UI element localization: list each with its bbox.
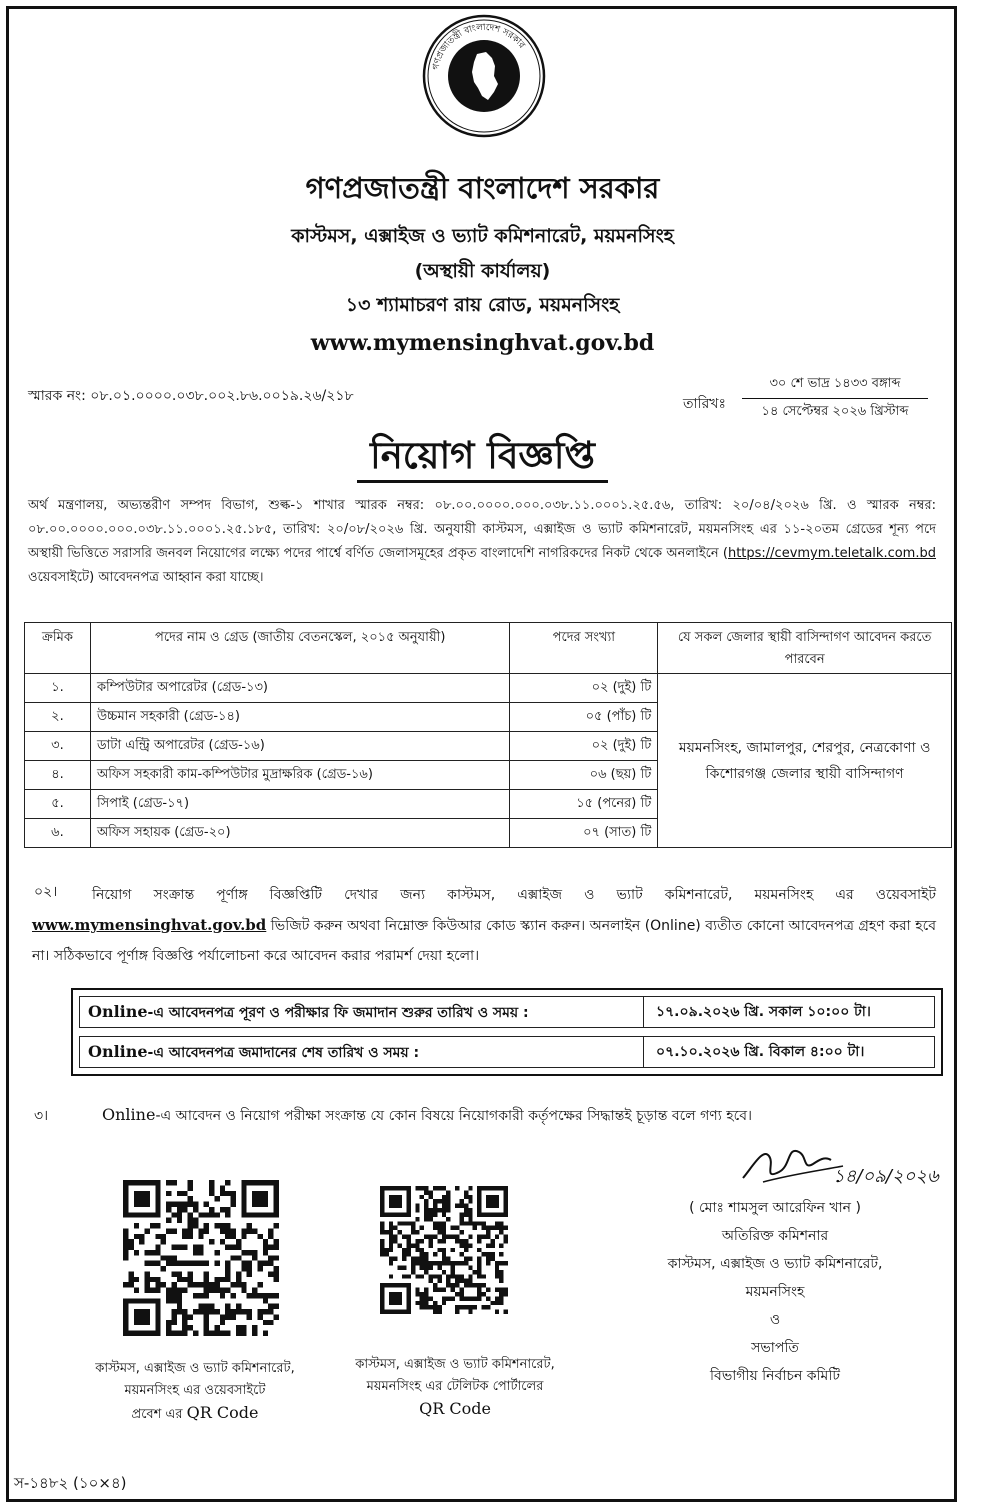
office-name: কাস্টমস, এক্সাইজ ও ভ্যাট কমিশনারেট, ময়মনসিংহ [291,225,674,247]
date-gregorian: ১৪ সেপ্টেম্বর ২০২৬ খ্রিস্টাব্দ [761,404,909,419]
header-count: পদের সংখ্যা [510,623,658,674]
heading-underline [357,480,608,483]
teletalk-qr-caption [315,1354,595,1420]
section-3-text: -এ আবেদন ও নিয়োগ পরীক্ষা সংক্রান্ত যে কোন বিষয়ে নিয়োগকারী কর্তৃপক্ষের সিদ্ধান্তই চূড়ান্ত বলে গণ্য হবে। [155,1108,753,1124]
row-post: সিপাই (গ্রেড-১৭) [90,790,509,819]
qr-caption-line: কাস্টমস, এক্সাইজ ও ভ্যাট কমিশনারেট, [355,1357,555,1372]
row-post: ডাটা এন্ট্রি অপারেটর (গ্রেড-১৬) [90,732,509,761]
intro-paragraph [28,494,936,590]
date-label: তারিখঃ [683,396,726,412]
teletalk-qr-code[interactable] [380,1186,508,1314]
section-3-number: ৩। [34,1108,49,1124]
office-status: (অস্থায়ী কার্যালয়) [414,260,551,282]
section-2-website-link[interactable]: www.mymensinghvat.gov.bd [32,916,267,934]
qr-caption-line: ময়মনসিংহ এর টেলিটক পোর্টালের [366,1379,544,1394]
section-2-paragraph [32,880,936,971]
table-row [25,674,952,703]
schedule-value: ১৭.০৯.২০২৬ খ্রি. সকাল ১০:০০ টা। [656,1004,871,1020]
row-post: উচ্চমান সহকারী (গ্রেড-১৪) [90,703,509,732]
schedule-label [80,997,644,1027]
website-qr-code[interactable] [123,1180,279,1336]
row-count: ০৫ (পাঁচ) টি [510,703,658,732]
row-serial: ৩. [25,732,91,761]
memo-reference: স্মারক নং: ০৮.০১.০০০০.০৩৮.০০২.৮৬.০০১৯.২৬/২১৮ [28,388,354,404]
designation-line: বিভাগীয় নির্বাচন কমিটি [710,1368,840,1384]
row-post: অফিস সহকারী কাম-কম্পিউটার মুদ্রাক্ষরিক (গ্রেড-১৬) [90,761,509,790]
qr-caption-line: প্রবেশ এর [131,1407,183,1422]
posts-table [24,622,952,848]
schedule-label-text: -এ আবেদনপত্র জমাদানের শেষ তারিখ ও সময় : [147,1045,420,1061]
notice-heading: নিয়োগ বিজ্ঞপ্তি [370,434,595,477]
row-count: ১৫ (পনের) টি [510,790,658,819]
schedule-row-deadline [79,1036,935,1068]
row-post: অফিস সহায়ক (গ্রেড-২০) [90,819,509,848]
date-bangla: ৩০ শে ভাদ্র ১৪৩৩ বঙ্গাব্দ [742,374,928,399]
section-2-number: ০২। [34,884,58,900]
schedule-box [71,988,943,1076]
section-2-text-1: নিয়োগ সংক্রান্ত পূর্ণাঙ্গ বিজ্ঞপ্তিটি দেখার জন্য কাস্টমস, এক্সাইজ ও ভ্যাট কমিশনারেট, ময়মনসিংহ এর ওয়েবসাইট [92,887,936,903]
schedule-label [80,1037,644,1067]
government-seal-logo [422,14,546,138]
qr-code-label: QR Code [419,1399,491,1418]
row-serial: ৪. [25,761,91,790]
intro-text-1: অর্থ মন্ত্রণালয়, অভ্যন্তরীণ সম্পদ বিভাগ, শুল্ক-১ শাখার স্মারক নম্বর: ০৮.০০.০০০০.০০০.০৩৮.১১.০০০১.২৫.৫৬, তারিখ: ২০/০৪/২০২৬ খ্রি. ও স্মারক নম্বর: ০৮.০০.০০০০.০০০.০৩৮.১১.০০০১.২৫.১৮৫, তারিখ: ২০/০৮/২০২৬ খ্রি. অনুযায়ী কাস্টমস, এক্সাইজ ও ভ্যাট কমিশনারেট, ময়মনসিংহ এর ১১-২০তম গ্রেডের শূন্য পদে অস্থায়ী ভিত্তিতে সরাসরি জনবল নিয়োগের লক্ষ্যে পদের পার্শ্বে বর্ণিত জেলাসমূহের প্রকৃত বাংলাদেশি নাগরিকদের নিকট থেকে অনলাইনে ( [28,498,936,561]
designation-line: সভাপতি [751,1340,799,1356]
eligible-districts: ময়মনসিংহ, জামালপুর, শেরপুর, নেত্রকোণা ও কিশোরগঞ্জ জেলার স্থায়ী বাসিন্দাগণ [658,674,952,848]
row-serial: ২. [25,703,91,732]
website-qr-caption [45,1358,345,1426]
online-word: Online [88,1002,148,1021]
signature-date: ১৪/০৯/২০২৬ [833,1166,939,1187]
schedule-row-start [79,996,935,1028]
online-word: Online [102,1105,156,1124]
row-post: কম্পিউটার অপারেটর (গ্রেড-১৩) [90,674,509,703]
designation-line: কাস্টমস, এক্সাইজ ও ভ্যাট কমিশনারেট, [667,1256,883,1272]
row-count: ০২ (দুই) টি [510,674,658,703]
row-serial: ৫. [25,790,91,819]
designation-line: অতিরিক্ত কমিশনার [721,1228,829,1244]
qr-caption-line: কাস্টমস, এক্সাইজ ও ভ্যাট কমিশনারেট, [95,1361,295,1376]
schedule-label-text: -এ আবেদনপত্র পূরণ ও পরীক্ষার ফি জমাদান শুরুর তারিখ ও সময় : [147,1005,529,1021]
header-serial: ক্রমিক [25,623,91,674]
schedule-value: ০৭.১০.২০২৬ খ্রি. বিকাল ৪:০০ টা। [656,1044,865,1060]
designation-line: ময়মনসিংহ [745,1284,805,1300]
signer-name: ( মোঃ শামসুল আরেফিন খান ) [689,1200,861,1216]
qr-caption-line: ময়মনসিংহ এর ওয়েবসাইটে [124,1383,266,1398]
header-districts: যে সকল জেলার স্থায়ী বাসিন্দাগণ আবেদন করতে পারবেন [658,623,952,674]
office-website-link[interactable]: www.mymensinghvat.gov.bd [310,330,655,356]
header-post: পদের নাম ও গ্রেড (জাতীয় বেতনস্কেল, ২০১৫ অনুযায়ী) [90,623,509,674]
qr-code-label: QR Code [186,1403,259,1422]
teletalk-link[interactable]: https://cevmym.teletalk.com.bd [727,546,936,561]
section-3-paragraph [102,1102,942,1129]
designation-line: ও [769,1312,781,1328]
footer-code: স-১৪৮২ (১০×৪) [14,1474,127,1492]
table-header-row [25,623,952,674]
row-serial: ৬. [25,819,91,848]
row-count: ০৬ (ছয়) টি [510,761,658,790]
government-title: গণপ্রজাতন্ত্রী বাংলাদেশ সরকার [305,171,660,205]
row-count: ০২ (দুই) টি [510,732,658,761]
online-word: Online [88,1042,148,1061]
section-2-text-2: ভিজিট করুন অথবা নিম্নোক্ত কিউআর কোড স্ক্যান করুন। অনলাইন (Online) ব্যতীত কোনো আবেদনপত্র গ্রহণ করা হবে না। সঠিকভাবে পূর্ণাঙ্গ বিজ্ঞপ্তি পর্যালোচনা করে আবেদন করার পরামর্শ দেয়া হলো। [32,918,936,964]
intro-text-2: ওয়েবসাইটে) আবেদনপত্র আহ্বান করা যাচ্ছে। [28,570,264,585]
row-serial: ১. [25,674,91,703]
row-count: ০৭ (সাত) টি [510,819,658,848]
office-address: ১৩ শ্যামাচরণ রায় রোড, ময়মনসিংহ [345,294,620,316]
seal-text: গণপ্রজাতন্ত্রী বাংলাদেশ সরকার [431,22,527,71]
handwritten-signature [733,1126,939,1194]
